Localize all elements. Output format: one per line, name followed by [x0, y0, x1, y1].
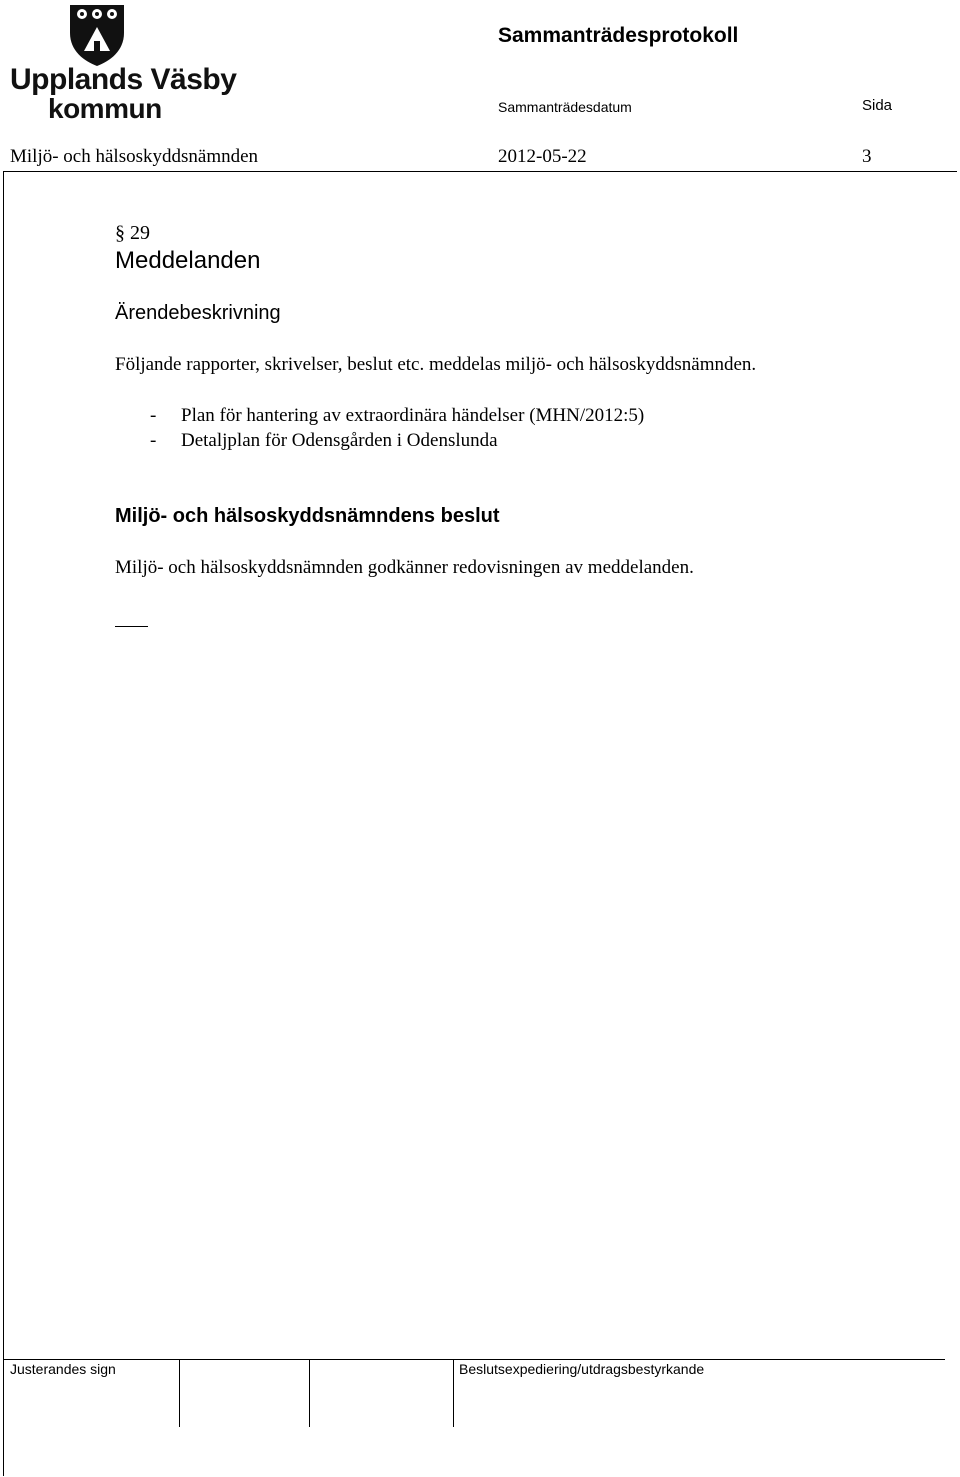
- expedition-label: Beslutsexpediering/utdragsbestyrkande: [459, 1361, 705, 1377]
- list-item: [150, 430, 498, 452]
- meeting-date: 2012-05-22: [498, 146, 587, 167]
- section-title: Meddelanden: [115, 247, 261, 274]
- sign-box-divider-2: [309, 1359, 310, 1427]
- coat-of-arms-icon: [68, 3, 126, 67]
- committee-name: Miljö- och hälsoskyddsnämnden: [10, 146, 259, 167]
- section-subtitle: Ärendebeskrivning: [115, 302, 281, 324]
- left-margin-rule: [3, 171, 4, 1476]
- section-symbol: §: [115, 222, 125, 244]
- list-bullet: -: [150, 430, 157, 451]
- header-rule: [3, 171, 957, 172]
- logo-line-1: Upplands Väsby: [10, 63, 237, 96]
- page-number: 3: [862, 146, 872, 167]
- meeting-date-label: Sammanträdesdatum: [498, 99, 632, 115]
- logo-line-2: kommun: [48, 93, 162, 124]
- sign-box-divider-3: [453, 1359, 454, 1427]
- end-rule: [115, 626, 148, 627]
- page-label: Sida: [862, 97, 893, 114]
- justification-sign-label: Justerandes sign: [10, 1361, 116, 1377]
- document-type: Sammanträdesprotokoll: [498, 24, 739, 47]
- section-number: 29: [130, 222, 150, 244]
- decision-heading: Miljö- och hälsoskyddsnämndens beslut: [115, 505, 500, 527]
- paragraph-number: [115, 222, 150, 245]
- intro-text: Följande rapporter, skrivelser, beslut etc. meddelas miljö- och hälsoskyddsnämnden.: [115, 354, 757, 375]
- list-bullet: -: [150, 405, 157, 426]
- sign-box-divider-1: [179, 1359, 180, 1427]
- footer-rule: [3, 1359, 945, 1360]
- decision-text: Miljö- och hälsoskyddsnämnden godkänner redovisningen av meddelanden.: [115, 557, 694, 578]
- list-item: [150, 405, 645, 427]
- list-item-text: Detaljplan för Odensgården i Odenslunda: [181, 430, 498, 451]
- list-item-text: Plan för hantering av extraordinära händelser (MHN/2012:5): [181, 405, 645, 426]
